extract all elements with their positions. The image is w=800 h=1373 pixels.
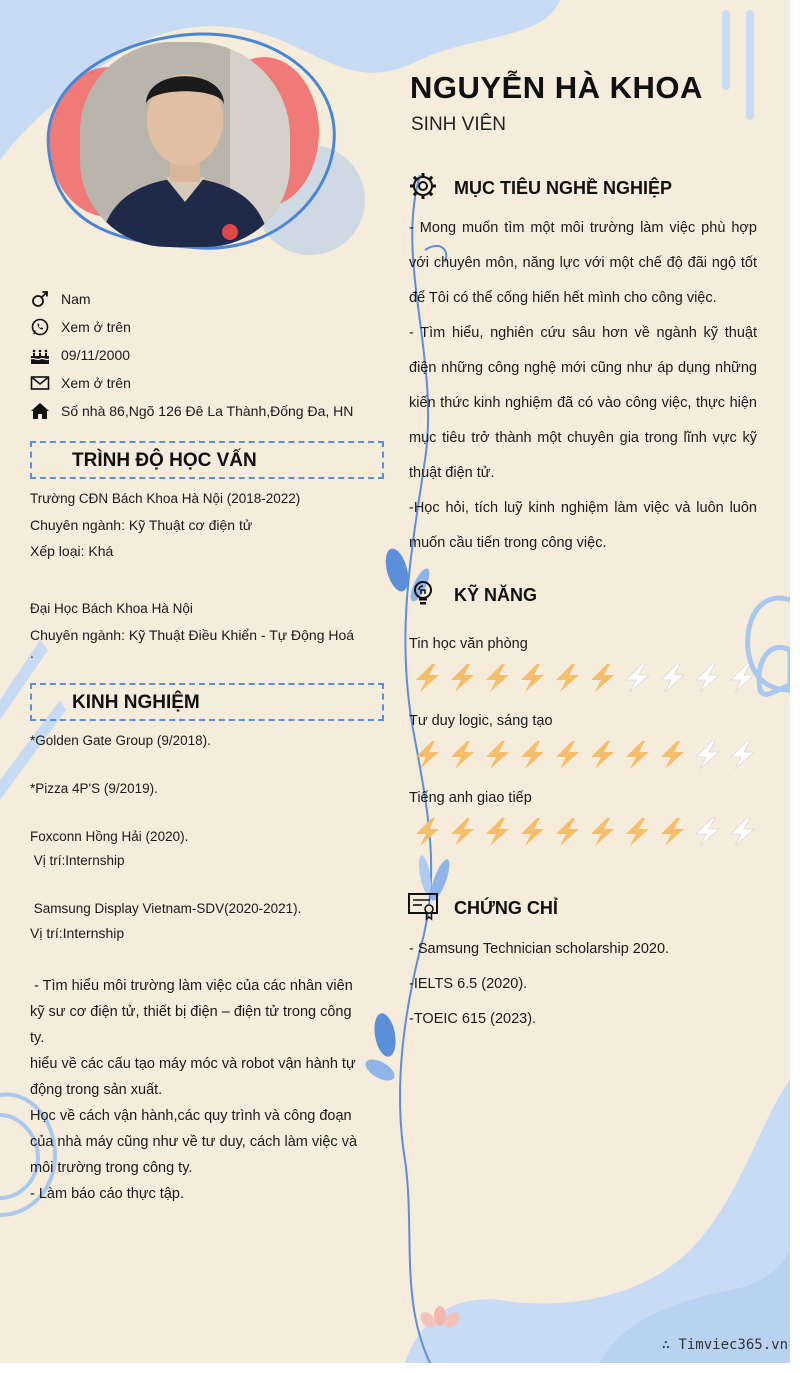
info-birthday [30, 345, 130, 365]
bolt-filled-icon [515, 816, 550, 848]
bolt-empty-icon [725, 739, 760, 771]
skill-label: Tin học văn phòng [409, 636, 528, 652]
bolt-filled-icon [655, 739, 690, 771]
experience-list [30, 729, 365, 945]
skill-label: Tư duy logic, sáng tạo [409, 713, 553, 729]
education-entry [30, 486, 390, 564]
experience-item: Foxconn Hồng Hải (2020). [30, 829, 189, 844]
bolt-filled-icon [585, 662, 620, 694]
info-birthday-text: 09/11/2000 [61, 347, 131, 363]
info-phone-text: Xem ở trên [61, 319, 131, 335]
certificates-list [409, 932, 757, 1037]
experience-position: Vị trí:Internship [30, 853, 125, 868]
profile-photo [80, 42, 290, 247]
experience-paragraph: Học về cách vận hành,các quy trình và công đoạn của nhà máy cũng như về tư duy, cách làm việc và môi trường trong công ty. [30, 1108, 358, 1176]
info-gender-text: Nam [61, 291, 91, 307]
objective-paragraph: - Mong muốn tìm một môi trường làm việc phù hợp với chuyên môn, năng lực với một chế độ đãi ngộ tốt để Tôi có thể cống hiến hết mình cho công việc. [409, 220, 757, 306]
bolt-filled-icon [480, 739, 515, 771]
bolt-filled-icon [410, 662, 445, 694]
certificate-item: - Samsung Technician scholarship 2020. [409, 941, 670, 957]
objective-heading: MỤC TIÊU NGHỀ NGHIỆP [454, 178, 673, 198]
bolt-filled-icon [410, 816, 445, 848]
skill-label: Tiếng anh giao tiếp [409, 790, 532, 806]
bolt-filled-icon [585, 739, 620, 771]
education-school: Đại Học Bách Khoa Hà Nội [30, 601, 193, 616]
education-grade: Xếp loại: Khá [30, 543, 114, 559]
objective-paragraph: -Học hỏi, tích luỹ kinh nghiệm làm việc và luôn luôn muốn cầu tiến trong công việc. [409, 500, 757, 551]
email-icon [30, 373, 50, 393]
education-entry [30, 596, 390, 661]
experience-item: *Golden Gate Group (9/2018). [30, 733, 211, 748]
bolt-filled-icon [410, 739, 445, 771]
bolt-empty-icon [655, 662, 690, 694]
skill-rating [410, 739, 760, 771]
bolt-empty-icon [690, 739, 725, 771]
certificates-heading-row [408, 891, 558, 926]
education-major: Chuyên ngành: Kỹ Thuật cơ điện tử [30, 517, 253, 533]
bolt-empty-icon [690, 816, 725, 848]
certificate-item: -TOEIC 615 (2023). [409, 1011, 537, 1027]
education-grade: . [30, 645, 34, 661]
objective-heading-row [408, 171, 672, 206]
bolt-filled-icon [550, 662, 585, 694]
certificate-item: -IELTS 6.5 (2020). [409, 976, 528, 992]
bolt-filled-icon [480, 662, 515, 694]
bolt-filled-icon [445, 739, 480, 771]
objective-paragraph: - Tìm hiểu, nghiên cứu sâu hơn về ngành kỹ thuật điện những công nghệ mới cũng như áp dụng những kiến thức kinh nghiệm đã có vào công việc, thực hiện mục tiêu trở thành một chuyên gia trong lĩnh vực kỹ thuật điện tử. [409, 325, 757, 481]
experience-heading-box [30, 683, 384, 721]
objective-text [409, 211, 757, 561]
bolt-empty-icon [690, 662, 725, 694]
skills-heading: KỸ NĂNG [454, 585, 538, 605]
bolt-empty-icon [725, 816, 760, 848]
bolt-empty-icon [620, 662, 655, 694]
education-heading-box [30, 441, 384, 479]
experience-item: Samsung Display Vietnam-SDV(2020-2021). [30, 901, 302, 916]
education-school: Trường CĐN Bách Khoa Hà Nội (2018-2022) [30, 491, 301, 506]
certificate-icon [408, 891, 438, 926]
bolt-filled-icon [585, 816, 620, 848]
education-heading: TRÌNH ĐỘ HỌC VẤN [72, 450, 257, 471]
gender-icon [30, 289, 50, 309]
certificates-heading: CHỨNG CHỈ [454, 898, 558, 918]
bolt-filled-icon [655, 816, 690, 848]
info-phone [30, 317, 131, 337]
watermark: ∴ Timviec365.vn [661, 1337, 788, 1353]
bolt-filled-icon [515, 739, 550, 771]
experience-paragraph: - Làm báo cáo thực tập. [30, 1186, 184, 1202]
info-address-text: Số nhà 86,Ngõ 126 Đê La Thành,Đống Đa, HN [61, 403, 354, 419]
bolt-filled-icon [515, 662, 550, 694]
birthday-cake-icon [30, 345, 50, 365]
experience-heading: KINH NGHIỆM [72, 692, 200, 713]
experience-position: Vị trí:Internship [30, 925, 125, 941]
bolt-filled-icon [620, 816, 655, 848]
candidate-name: NGUYỄN HÀ KHOA [410, 70, 703, 105]
skill-rating [410, 662, 760, 694]
experience-paragraph: - Tìm hiểu môi trường làm việc của các nhân viên kỹ sư cơ điện tử, thiết bị điện – điện tử trong công ty. [30, 978, 357, 1046]
candidate-role: SINH VIÊN [411, 114, 507, 135]
experience-paragraph: hiểu về các cấu tạo máy móc và robot vận hành tự động trong sản xuất. [30, 1056, 356, 1098]
bolt-filled-icon [445, 816, 480, 848]
home-icon [30, 401, 50, 421]
info-gender [30, 289, 91, 309]
experience-description [30, 973, 365, 1207]
lightbulb-icon [408, 578, 438, 613]
info-email [30, 373, 131, 393]
bolt-filled-icon [480, 816, 515, 848]
bolt-empty-icon [725, 662, 760, 694]
education-major: Chuyên ngành: Kỹ Thuật Điều Khiển - Tự Động Hoá [30, 627, 355, 643]
info-email-text: Xem ở trên [61, 375, 131, 391]
bolt-filled-icon [550, 739, 585, 771]
phone-icon [30, 317, 50, 337]
bolt-filled-icon [620, 739, 655, 771]
bolt-filled-icon [550, 816, 585, 848]
gear-icon [408, 171, 438, 206]
info-address [30, 401, 353, 421]
bolt-filled-icon [445, 662, 480, 694]
experience-item: *Pizza 4P'S (9/2019). [30, 781, 158, 796]
skill-rating [410, 816, 760, 848]
skills-heading-row [408, 578, 537, 613]
